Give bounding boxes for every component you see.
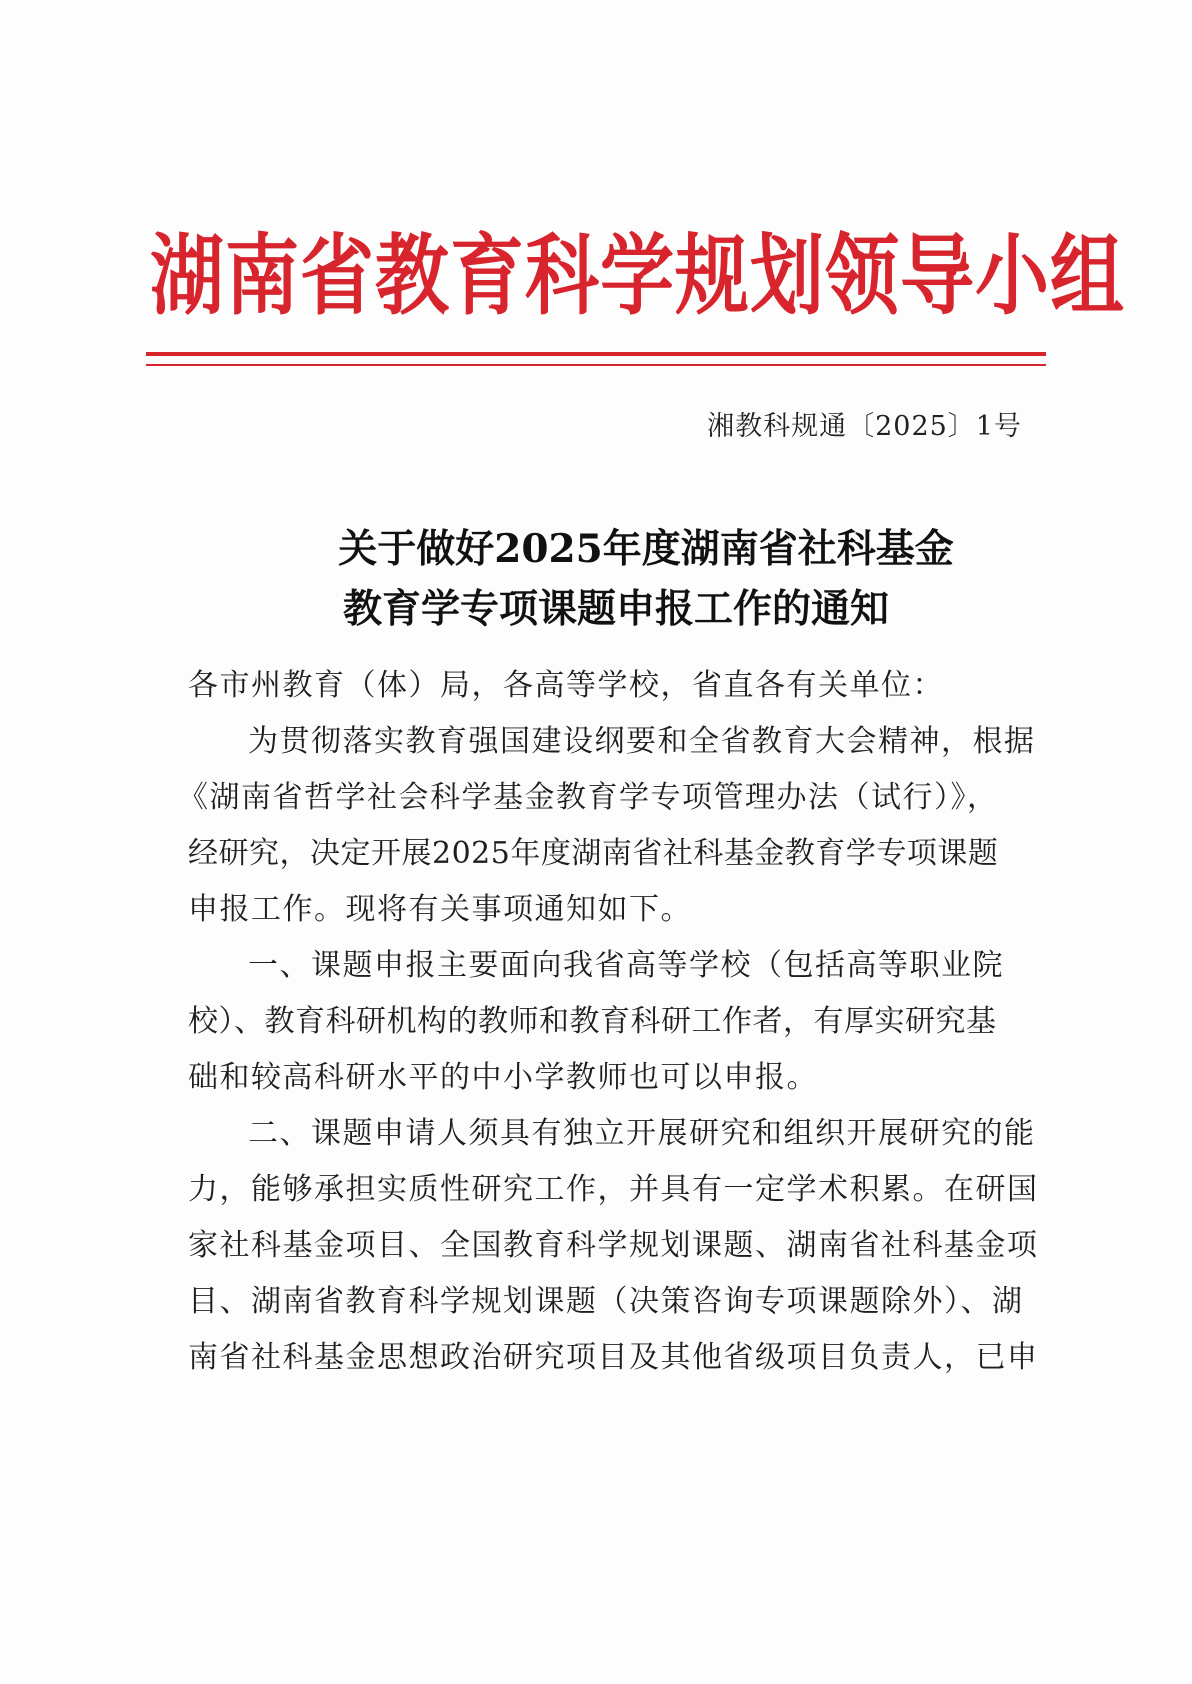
letterhead-red-rule-thick	[146, 352, 1046, 356]
notice-title-line-1: 关于做好2025年度湖南省社科基金	[338, 526, 954, 572]
letterhead-red-rule-thin	[146, 364, 1046, 366]
body-line: 南省社科基金思想政治研究项目及其他省级项目负责人，已申	[188, 1340, 1039, 1375]
body-line: 力，能够承担实质性研究工作，并具有一定学术积累。在研国	[188, 1172, 1039, 1207]
body-line: 经研究，决定开展2025年度湖南省社科基金教育学专项课题	[188, 836, 999, 871]
body-line: 申报工作。现将有关事项通知如下。	[188, 892, 692, 927]
body-line: 家社科基金项目、全国教育科学规划课题、湖南省社科基金项	[188, 1228, 1039, 1263]
document-number: 湘教科规通〔2025〕1号	[707, 411, 1022, 442]
body-line: 为贯彻落实教育强国建设纲要和全省教育大会精神，根据	[248, 724, 1036, 759]
letterhead-organization: 湖南省教育科学规划领导小组	[150, 225, 1125, 328]
body-line: 二、课题申请人须具有独立开展研究和组织开展研究的能	[248, 1116, 1036, 1151]
body-line: 一、课题申报主要面向我省高等学校（包括高等职业院	[248, 948, 1004, 983]
body-line: 础和较高科研水平的中小学教师也可以申报。	[188, 1060, 818, 1095]
notice-title-line-2: 教育学专项课题申报工作的通知	[342, 586, 889, 632]
body-line: 目、湖南省教育科学规划课题（决策咨询专项课题除外）、湖	[188, 1284, 1024, 1319]
body-line-salutation: 各市州教育（体）局，各高等学校，省直各有关单位：	[188, 668, 944, 703]
body-line: 《湖南省哲学社会科学基金教育学专项管理办法（试行）》，	[178, 780, 999, 815]
body-line: 校）、教育科研机构的教师和教育科研工作者，有厚实研究基	[188, 1004, 997, 1039]
